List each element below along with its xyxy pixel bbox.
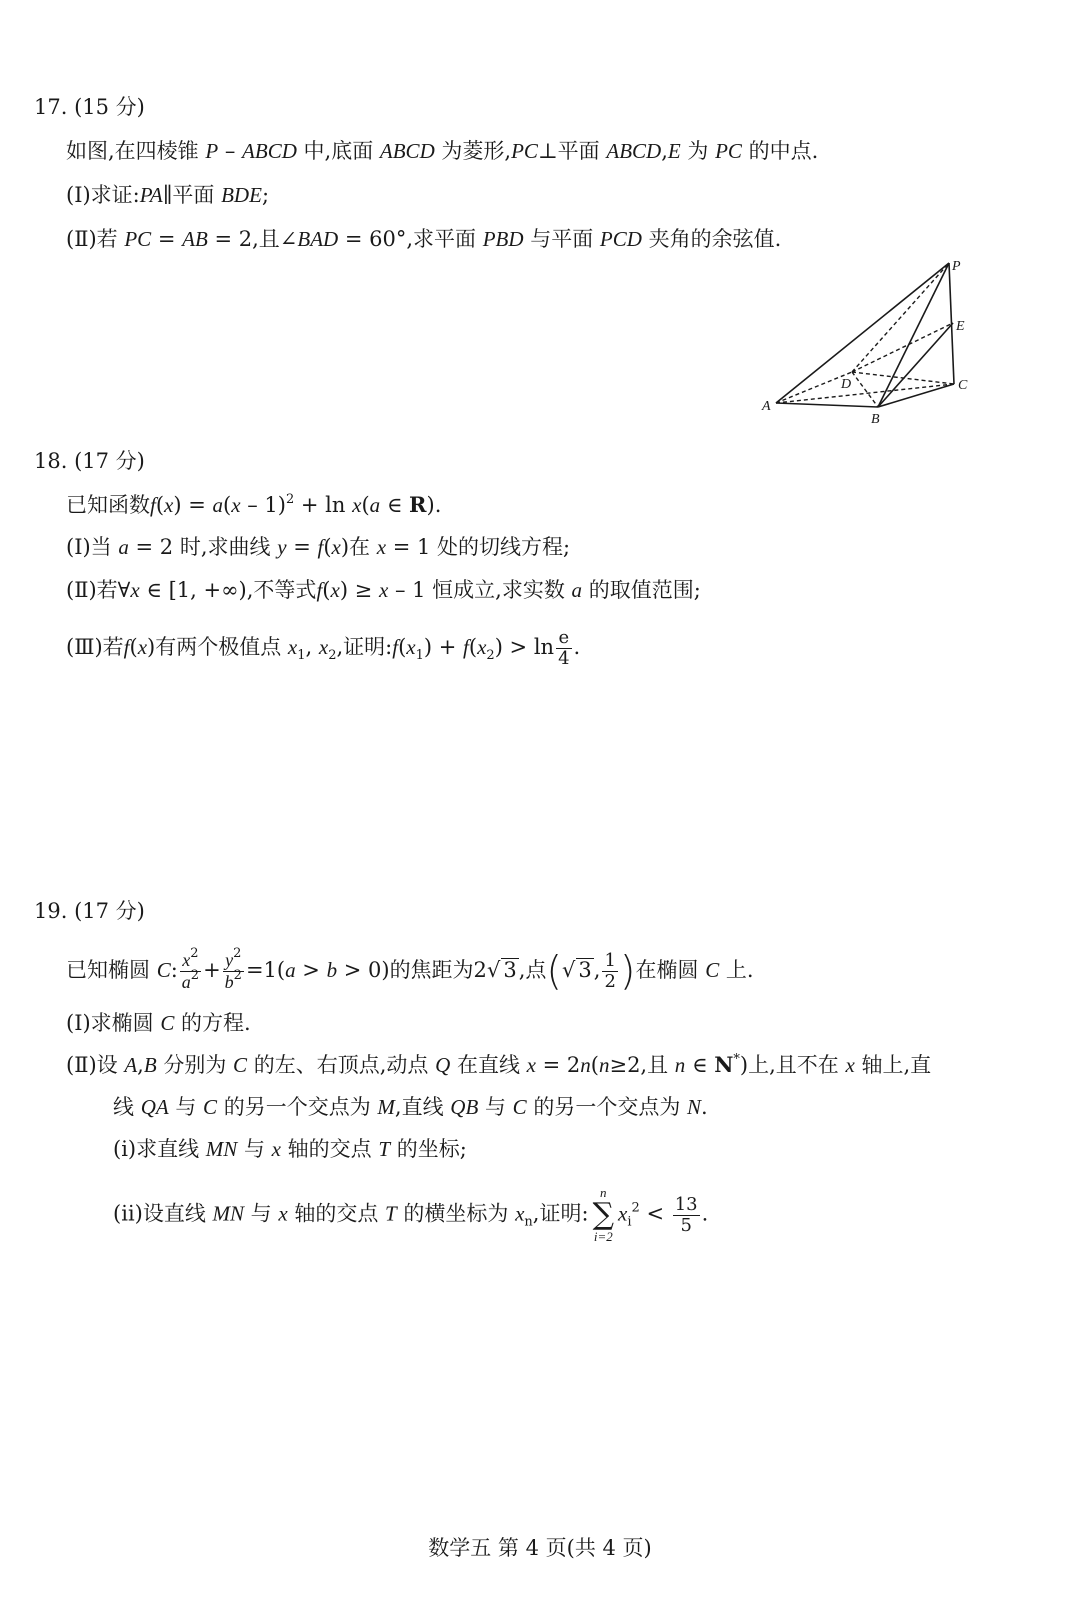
q18-header: 18. (17 分) bbox=[34, 449, 145, 473]
q19-part2-line1: (Ⅱ)设 A,B 分别为 C 的左、右顶点,动点 Q 在直线 x = 2n(n≥2,且 n ∈ N*)上,且不在 x 轴上,直 bbox=[66, 1052, 932, 1077]
q19-part2-line2: 线 QA 与 C 的另一个交点为 M,直线 QB 与 C 的另一个交点为 N. bbox=[113, 1095, 708, 1119]
fraction-y2-over-b2: $\frac{y^2}{b^2}$ bbox=[224, 946, 242, 992]
pyramid-figure bbox=[755, 250, 985, 430]
q18-part2: (Ⅱ)若∀x ∈ [1, +∞),不等式f(x) ≥ x – 1 恒成立,求实数 a 的取值范围; bbox=[66, 578, 701, 602]
q18-intro: 已知函数f(x) = a(x – 1)$^2$ + ln x(a ∈ R). bbox=[66, 492, 442, 517]
q19-part1: (Ⅰ)求椭圆 C 的方程. bbox=[66, 1011, 251, 1035]
edge-BE bbox=[878, 323, 953, 407]
q19-sub1: (ⅰ)求直线 MN 与 x 轴的交点 T 的坐标; bbox=[113, 1137, 467, 1161]
label-B: B bbox=[871, 412, 880, 427]
summation-sign: n ∑ i=2 bbox=[592, 1185, 614, 1244]
sqrt-3: 3 bbox=[503, 958, 517, 982]
edge-DB-hidden bbox=[852, 372, 878, 407]
q17-part2: (Ⅱ)若 PC = AB = 2,且∠BAD = 60°,求平面 PBD 与平面 PCD 夹角的余弦值. bbox=[66, 227, 782, 251]
q19-header: 19. (17 分) bbox=[34, 899, 145, 923]
q18-part1: (Ⅰ)当 a = 2 时,求曲线 y = f(x)在 x = 1 处的切线方程; bbox=[66, 535, 571, 559]
sqrt-3-point: 3 bbox=[578, 958, 592, 982]
label-P: P bbox=[952, 259, 961, 274]
q17-part1: (Ⅰ)求证:PA∥平面 BDE; bbox=[66, 183, 270, 207]
q19-sub2: (ⅱ)设直线 MN 与 x 轴的交点 T 的横坐标为 $x_n$,证明: n ∑ i=2 $x_i^2$ < $\frac{13}{5}$ . bbox=[113, 1185, 709, 1244]
edge-PA bbox=[776, 263, 949, 403]
q18-part3: (Ⅲ)若f(x)有两个极值点 $x_1$, $x_2$,证明$:f(x_1) + f(x_2) > \ln$ $\frac{e}{4}$ . bbox=[66, 627, 581, 669]
label-C: C bbox=[958, 378, 968, 393]
label-A: A bbox=[762, 399, 771, 414]
fraction-x2-over-a2: $\frac{x^2}{a^2}$ bbox=[181, 946, 200, 992]
q19-intro: 已知椭圆 C: $\frac{x^2}{a^2}$ + $\frac{y^2}{b^2}$ =1(a > b > 0)的焦距为2√ 3,点(√ 3, $\frac{1}{2}$ )在椭圆 C 上. bbox=[66, 946, 754, 995]
edge-PD-hidden bbox=[852, 263, 949, 372]
edge-AC-hidden bbox=[776, 384, 954, 403]
edge-AB bbox=[776, 403, 878, 407]
fraction-13-over-5: $\frac{13}{5}$ bbox=[674, 1193, 698, 1236]
edge-DC-hidden bbox=[852, 372, 954, 384]
edge-DE-hidden bbox=[852, 323, 953, 372]
fraction-e-over-4: $\frac{e}{4}$ bbox=[558, 627, 570, 669]
page-footer: 数学五 第 4 页(共 4 页) bbox=[428, 1536, 652, 1560]
label-D: D bbox=[841, 377, 852, 392]
q17-header: 17. (15 分) bbox=[34, 95, 145, 119]
fraction-1-over-2: $\frac{1}{2}$ bbox=[604, 950, 616, 992]
label-E: E bbox=[956, 319, 965, 334]
q17-intro: 如图,在四棱锥 P – ABCD 中,底面 ABCD 为菱形,PC⊥平面 ABCD,E 为 PC 的中点. bbox=[66, 139, 819, 163]
